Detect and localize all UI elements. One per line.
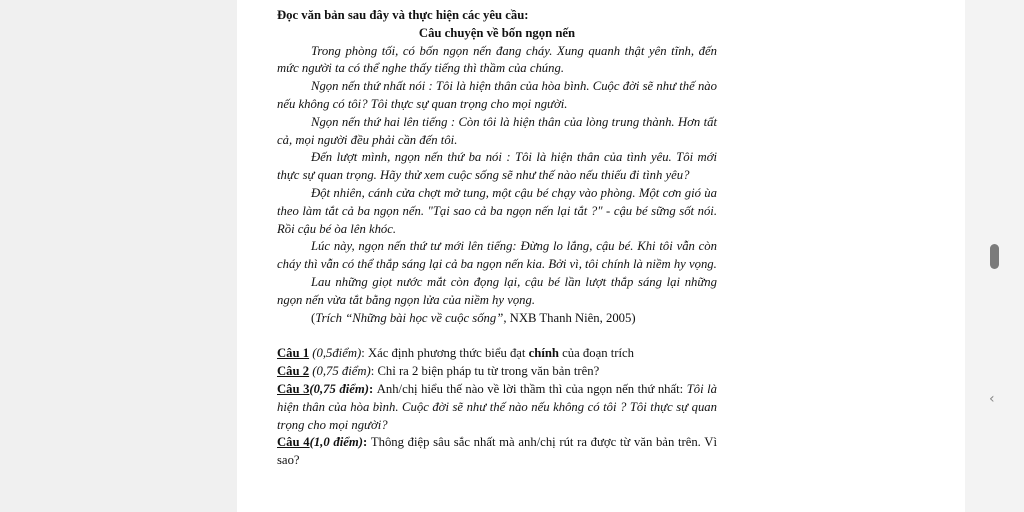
- paragraph-5: Đột nhiên, cánh cửa chợt mở tung, một cậu bé chạy vào phòng. Một cơn gió ùa theo làm tắt cả ba ngọn nến. "Tại sao cả ba ngọn nến lại tắt ?" - cậu bé sững sốt nói. Rồi cậu bé òa lên khóc.: [277, 185, 717, 236]
- paragraph-3: Ngọn nến thứ hai lên tiếng : Còn tôi là hiện thân của lòng trung thành. Hơn tất cả, mọi người đều phải cần đến tôi.: [277, 114, 717, 147]
- question-3: Câu 3(0,75 điểm): Anh/chị hiểu thế nào về lời thầm thì của ngọn nến thứ nhất: Tôi là hiện thân của hòa bình. Cuộc đời sẽ như thế nào nếu không có tôi ? Tôi thực sự quan trọng cho mọi người?: [277, 381, 718, 432]
- paragraph-6: Lúc này, ngọn nến thứ tư mới lên tiếng: Đừng lo lắng, cậu bé. Khi tôi vẫn còn cháy thì vẫn có thể thắp sáng lại cả ba ngọn nến kia. Bởi vì, tôi chính là niềm hy vọng.: [277, 239, 717, 272]
- story-title: Câu chuyện về bốn ngọn nến: [418, 25, 576, 40]
- question-2: Câu 2 (0,75 điểm): Chỉ ra 2 biện pháp tu từ trong văn bản trên?: [277, 364, 600, 379]
- source-citation: (Trích “Những bài học về cuộc sống”, NXB Thanh Niên, 2005): [311, 310, 636, 325]
- question-1: Câu 1 (0,5điểm): Xác định phương thức biểu đạt chính của đoạn trích: [277, 346, 635, 361]
- document-page: [237, 0, 965, 512]
- paragraph-2: Ngọn nến thứ nhất nói : Tôi là hiện thân của hòa bình. Cuộc đời sẽ như thế nào nếu không có tôi? Tôi thực sự quan trọng cho mọi người.: [277, 79, 717, 111]
- document-content: [277, 7, 717, 470]
- chevron-left-icon[interactable]: ‹: [989, 391, 995, 407]
- left-margin: [0, 0, 237, 512]
- question-4: Câu 4(1,0 điểm): Thông điệp sâu sắc nhất mà anh/chị rút ra được từ văn bản trên. Vì sao?: [277, 435, 717, 468]
- paragraph-1: Trong phòng tối, có bốn ngọn nến đang cháy. Xung quanh thật yên tĩnh, đến mức người ta có thể nghe thấy tiếng thì thầm của chúng.: [277, 43, 717, 76]
- paragraph-4: Đến lượt mình, ngọn nến thứ ba nói : Tôi là hiện thân của tình yêu. Tôi mới thực sự quan trọng. Hãy thử xem cuộc sống sẽ như thế nào nếu thiếu đi tình yêu?: [277, 150, 717, 183]
- scrollbar-thumb[interactable]: [990, 244, 999, 269]
- paragraph-7: Lau những giọt nước mắt còn đọng lại, cậu bé lần lượt thắp sáng lại những ngọn nến vừa tắt bằng ngọn lửa của niềm hy vọng.: [277, 274, 717, 307]
- instruction: Đọc văn bản sau đây và thực hiện các yêu cầu:: [277, 8, 529, 22]
